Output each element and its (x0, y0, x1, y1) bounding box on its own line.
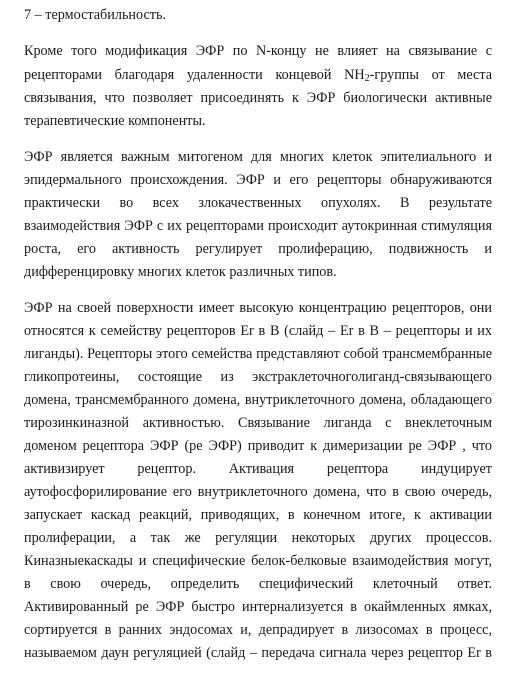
paragraph-3-line-7: доменом рецептора ЭФР (ре ЭФР) приводит к димеризации ре ЭФР , что (24, 438, 492, 454)
paragraph-3-line-8: активизирует рецептор. Активация рецептора индуцирует (24, 461, 492, 477)
paragraph-3-line-11: пролиферации, а так же регуляции некоторых других процессов. (24, 530, 492, 546)
paragraph-1-line-3: связывания, что позволяет присоединять к ЭФР биологически активные (24, 90, 492, 106)
paragraph-2-line-2: эпидермального происхождения. ЭФР и его рецепторы обнаруживаются (24, 172, 492, 188)
paragraph-3-line-2: относятся к семейству рецепторов Er в В (слайд – Er в В – рецепторы и их (24, 323, 492, 339)
paragraph-3-line-4: гликопротеины, состоящие из экстраклеточноголиганд-связывающего (24, 369, 492, 385)
paragraph-3-line-15: сортируется в ранних эндосомах и, депрадирует в лизосомах в процесс, (24, 622, 492, 638)
paragraph-2-line-6: дифференцировку многих клеток различных типов. (24, 264, 337, 280)
paragraph-3-line-3: лиганды). Рецепторы этого семейства представляют собой трансмембранные (24, 346, 492, 362)
paragraph-2-line-5: роста, его активность регулирует пролиферацию, подвижность и (24, 241, 492, 257)
paragraph-1-line-4: терапевтические компоненты. (24, 113, 206, 129)
paragraph-3-line-16: называемом даун регуляцией (слайд – передача сигнала через рецептор Er в (24, 645, 492, 661)
paragraph-2-line-4: взаимодействия ЭФР с их рецепторами происходит аутокринная стимуляция (24, 218, 492, 234)
paragraph-1-line-1: Кроме того модификация ЭФР по N-концу не влияет на связывание с (24, 43, 492, 59)
paragraph-3-line-14: Активированный ре ЭФР быстро интернализуется в окаймленных ямках, (24, 599, 492, 615)
intro-line: 7 – термостабильность. (24, 7, 166, 23)
paragraph-3-line-12: Киназныекаскады и специфические белок-белковые взаимодействия могут, (24, 553, 492, 569)
paragraph-3-line-6: тирозинкиназной активностью. Связывание лиганда с внеклеточным (24, 415, 492, 431)
paragraph-3-line-1: ЭФР на своей поверхности имеет высокую концентрацию рецепторов, они (24, 300, 492, 316)
paragraph-1-line-2 (24, 64, 492, 87)
paragraph-1-line-2-before: рецепторами благодаря удаленности концевой NH (24, 67, 365, 83)
subscript-2: 2 (364, 73, 370, 84)
paragraph-1-line-2-after: -группы от места (369, 67, 493, 83)
paragraph-3-line-9: аутофосфорилирование его внутриклеточного домена, что в свою очередь, (24, 484, 492, 500)
paragraph-2-line-3: практически во всех злокачественных опухолях. В результате (24, 195, 492, 211)
paragraph-3-line-13: в свою очередь, определить специфический клеточный ответ. (24, 576, 492, 592)
paragraph-2-line-1: ЭФР является важным митогеном для многих клеток эпителиального и (24, 149, 492, 165)
paragraph-3-line-10: запускает каскад реакций, приводящих, в конечном итоге, к активации (24, 507, 492, 523)
paragraph-3-line-5: домена, трансмембранного домена, внутриклеточного домена, обладающего (24, 392, 492, 408)
